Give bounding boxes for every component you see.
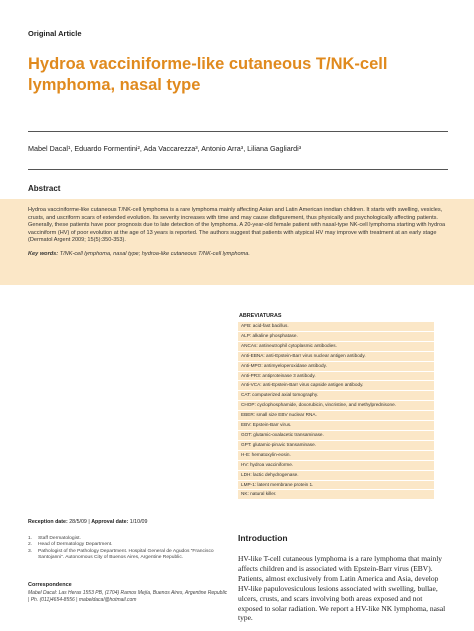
abbreviation-cell: EBV: Epstein-Barr virus. <box>238 421 434 431</box>
introduction-text: HV-like T-cell cutaneous lymphoma is a rare lymphoma that mainly affects children and is associated with Epstein-Barr virus (EBV). Patients, almost exclusively from Latin America and Asia, develop HV-like papulovesiculous lesions associated with swelling, bullae, ulcers, crusts, and scars involving both areas exposed and not exposed to solar radiation. We report a HV-like NK lymphoma, nasal type. <box>238 554 446 623</box>
abbreviation-row <box>238 401 434 411</box>
author-list: Mabel Dacal¹, Eduardo Formentini², Ada Vaccarezza³, Antonio Arra³, Liliana Gagliardi³ <box>28 144 302 153</box>
divider-top <box>28 131 448 132</box>
approval-value: 1/10/09 <box>128 519 148 525</box>
abbreviation-cell: CAT: computerized axial tomography. <box>238 391 434 401</box>
section-label: Original Article <box>28 29 82 38</box>
article-title-line-1: Hydroa vacciniforme-like cutaneous T/NK-cell <box>28 55 388 73</box>
affiliation-text: Staff Dermatologist. <box>38 536 81 541</box>
abbreviation-cell: Anti-MPO: antimyeloperoxidase antibody. <box>238 361 434 371</box>
abbreviation-row <box>238 490 434 500</box>
affiliation-number: 2. <box>28 542 33 548</box>
keywords-label: Key words: <box>28 250 59 257</box>
abbreviation-row <box>238 371 434 381</box>
abstract-box <box>0 199 474 285</box>
abbreviation-cell: ANCAs: antineutrophil cytoplasmic antibodies. <box>238 341 434 351</box>
correspondence-text: Mabel Dacal: Las Heras 1553 PB, (1704) Ramos Mejía, Buenos Aires, Argentine Republic | Ph. (011)4654-8556 | mabeldacal@hotmail.com <box>28 590 228 603</box>
abbreviation-cell: GPT: glutamic-piruvic transaminase. <box>238 440 434 450</box>
abbreviation-row <box>238 460 434 470</box>
abbreviation-cell: LDH: lactic dehydrogenase. <box>238 470 434 480</box>
abbreviation-cell: HV: hydroa vacciniforme. <box>238 460 434 470</box>
abbreviation-cell: Anti-VCA: anti-Epstein-Barr virus capside antigen antibody. <box>238 381 434 391</box>
reception-dates <box>28 519 147 525</box>
abbreviations-table <box>238 322 434 500</box>
abbreviation-cell: Anti-PR3: antiproteinase 3 antibody. <box>238 371 434 381</box>
abbreviation-row <box>238 470 434 480</box>
abbreviation-cell: NK: natural killer. <box>238 490 434 500</box>
abbreviations-box <box>238 311 434 500</box>
abbreviation-row <box>238 341 434 351</box>
affiliation-item <box>28 549 228 562</box>
abbreviation-row <box>238 331 434 341</box>
abbreviation-row <box>238 391 434 401</box>
abbreviation-row <box>238 430 434 440</box>
affiliation-number: 1. <box>28 536 33 541</box>
abbreviation-row <box>238 421 434 431</box>
abbreviation-cell: Anti-EBNA: anti-Epstein-Barr virus nuclear antigen antibody. <box>238 351 434 361</box>
abbreviation-row <box>238 361 434 371</box>
abbreviation-cell: ALP: alkaline phosphatase. <box>238 331 434 341</box>
introduction-heading: Introduction <box>238 533 288 543</box>
abbreviation-row <box>238 480 434 490</box>
abbreviation-cell: AFB: acid-fast bacillus. <box>238 322 434 331</box>
abbreviation-cell: GOT: glutamic-oxalacetic transaminase. <box>238 430 434 440</box>
abbreviation-row <box>238 381 434 391</box>
affiliation-text: Pathologist of the Pathology Department. Hospital General de Agudos “Francisco Santojanni”. Autonomous City of Buenos Aires, Argentine Republic. <box>38 548 214 561</box>
article-title <box>28 54 448 96</box>
keywords-text: T/NK-cell lymphoma, nasal type; hydroa-like cutaneous T/NK-cell lymphoma. <box>58 250 250 257</box>
abbreviations-title: ABREVIATURAS <box>239 313 282 319</box>
article-title-line-2: lymphoma, nasal type <box>28 76 201 94</box>
affiliation-text: Head of Dermatology Department. <box>38 542 113 548</box>
abbreviation-cell: H-E: hematoxylin-eosin. <box>238 450 434 460</box>
abstract-heading: Abstract <box>28 184 61 193</box>
abbreviation-row <box>238 351 434 361</box>
correspondence-heading: Correspondence <box>28 582 72 588</box>
divider-bottom <box>28 169 448 170</box>
abbreviation-row <box>238 411 434 421</box>
approval-label: Approval date: <box>91 519 129 525</box>
reception-value: 28/5/09 | <box>67 519 92 525</box>
abbreviation-row <box>238 322 434 331</box>
keywords <box>28 251 446 259</box>
abbreviation-cell: EBER: small size EBV nuclear RNA. <box>238 411 434 421</box>
abbreviation-row <box>238 440 434 450</box>
abstract-paragraph-2: Generally, these patients have poor prognosis due to late detection of the lymphoma. A 20-year-old female patient with nasal-type NK-cell lymphoma starting with hydroa vacciniform (HV) of poor evolution at the age of 13 years is reported. The authors suggest that patients with atypical HV may improve with treatment at an early stage (Dermatol Argent 2009; 15(5):350-353). <box>28 222 446 244</box>
reception-label: Reception date: <box>28 519 68 525</box>
abbreviation-cell: LMP-1: latent membrane protein 1. <box>238 480 434 490</box>
abbreviation-cell: CHOP: cyclophosphamide, doxorubicin, vincristine, and methylprednisone. <box>238 401 434 411</box>
affiliation-list <box>28 536 228 562</box>
abstract-paragraph-1: Hydroa vacciniforme-like cutaneous T/NK-cell lymphoma is a rare lymphoma mainly affecting Asian and Latin American inndian children. It starts with swelling, vesicles, crusts, and uscriform scars of extended evolution. Its severity increases with time and may cause disfigurement, thus physically and psychologically affecting patients. <box>28 207 443 221</box>
affiliation-number: 3. <box>28 548 33 554</box>
abbreviation-row <box>238 450 434 460</box>
